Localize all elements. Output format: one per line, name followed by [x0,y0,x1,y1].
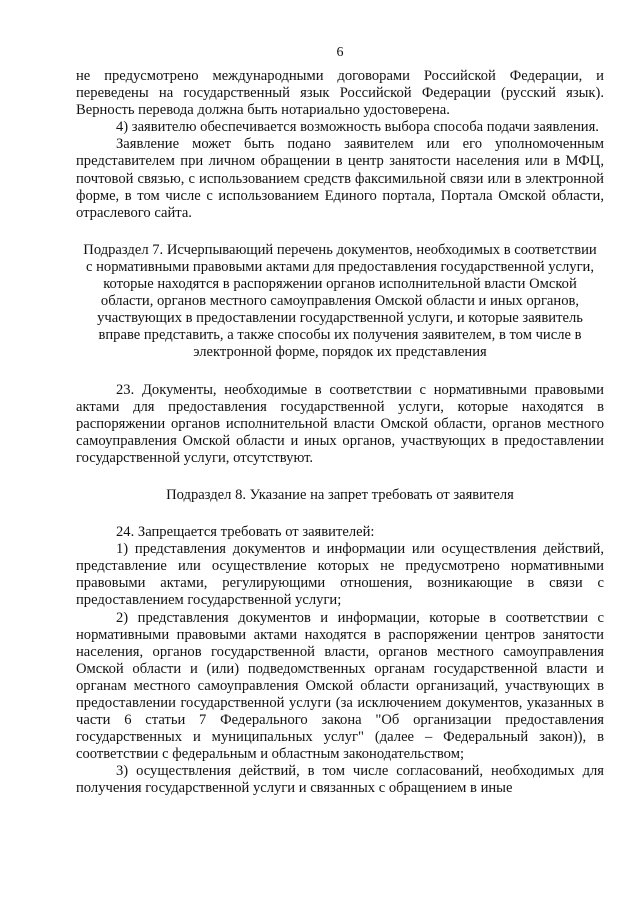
paragraph-24-item-1: 1) представления документов и информации или осуществления действий, представление или осуществление которых не предусмотрено нормативными правовыми актами, регулирующими отношения, возникающие в связи с предоставлением государственной услуги; [76,541,604,609]
page-number: 6 [336,45,344,60]
paragraph-translation-note: не предусмотрено международными договорами Российской Федерации, и переведены на государственный язык Российской Федерации (русский язык). Верность перевода должна быть нотариально удостоверена. [76,68,604,119]
paragraph-24: 24. Запрещается требовать от заявителей: [116,524,375,541]
paragraph-23: 23. Документы, необходимые в соответствии с нормативными правовыми актами для предоставления государственной услуги, которые находятся в распоряжении органов исполнительной власти Омской области, органов местного самоуправления Омской области и иных органов, участвующих в предоставлении государственной услуги, отсутствуют. [76,381,604,466]
paragraph-submission-methods: Заявление может быть подано заявителем или его уполномоченным представителем при личном обращении в центр занятости населения или в МФЦ, почтовой связью, с использованием средств факсимильной связи или в электронной форме, в том числе с использованием Единого портала, Портала Омской области, отраслевого сайта. [76,136,604,221]
paragraph-24-item-2: 2) представления документов и информации, которые в соответствии с нормативными правовыми актами находятся в распоряжении центров занятости населения, органов государственной власти, органов местного самоуправления Омской области и (или) подведомственных органам государственной власти и органам местного самоуправления Омской области организаций, участвующих в предоставлении государственной услуги (за исключением документов, указанных в части 6 статьи 7 Федерального закона "Об организации предоставления государственных и муниципальных услуг" (далее – Федеральный закон)), в соответствии с федеральным и областным законодательством; [76,609,604,763]
subsection-7-heading: Подраздел 7. Исчерпывающий перечень документов, необходимых в соответствии с нормативными правовыми актами для предоставления государственной услуги, которые находятся в распоряжении органов исполнительной власти Омской области, органов местного самоуправления Омской области и иных органов, участвующих в предоставлении государственной услуги, и которые заявитель вправе представить, а также способы их получения заявителем, в том числе в электронной форме, порядок их представления [83,241,597,361]
paragraph-item-4: 4) заявителю обеспечивается возможность выбора способа подачи заявления. [116,119,599,136]
paragraph-24-item-3: 3) осуществления действий, в том числе согласований, необходимых для получения государственной услуги и связанных с обращением в иные [76,763,604,797]
subsection-8-heading: Подраздел 8. Указание на запрет требовать от заявителя [166,486,514,503]
